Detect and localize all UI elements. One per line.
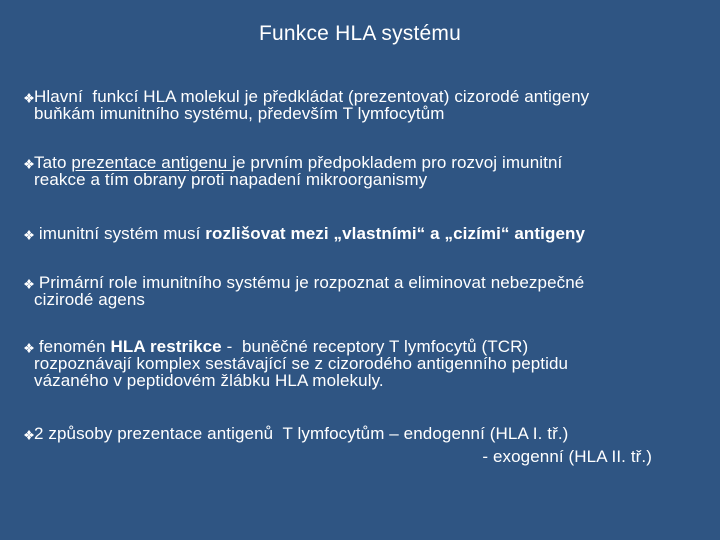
bullet-text-3 bbox=[34, 225, 694, 242]
bullet-text-6 bbox=[34, 425, 694, 465]
diamond-cluster-icon bbox=[24, 159, 34, 169]
bullet-5-line-2: rozpoznávají komplex sestávající se z cizorodého antigenního peptidu bbox=[34, 354, 569, 373]
bullet-5-line-1 bbox=[34, 338, 694, 355]
diamond-cluster-icon bbox=[24, 343, 34, 353]
diamond-cluster-icon bbox=[24, 93, 34, 103]
bullet-2-line-1 bbox=[34, 154, 694, 171]
bullet-5-text-c: - buněčné receptory T lymfocytů (TCR) bbox=[221, 337, 529, 356]
bullet-6-line-1: 2 způsoby prezentace antigenů T lymfocytům – endogenní (HLA I. tř.) bbox=[34, 424, 569, 443]
bullet-text-5 bbox=[34, 338, 694, 389]
bullet-1-line-1: Hlavní funkcí HLA molekul je předkládat (prezentovat) cizorodé antigeny bbox=[34, 87, 590, 106]
bullet-text-1 bbox=[34, 88, 694, 122]
bullet-5-bold: HLA restrikce bbox=[110, 337, 222, 356]
bullet-text-4 bbox=[34, 274, 694, 308]
bullet-2-line-2: reakce a tím obrany proti napadení mikroorganismy bbox=[34, 170, 428, 189]
bullet-2-underlined: prezentace antigenu bbox=[71, 153, 233, 172]
bullet-3-text-a: imunitní systém musí bbox=[34, 224, 206, 243]
bullet-6-line-2: - exogenní (HLA II. tř.) bbox=[482, 447, 652, 466]
diamond-cluster-icon bbox=[24, 430, 34, 440]
bullet-2-text-b: je prvním předpokladem pro rozvoj imunitní bbox=[232, 153, 563, 172]
diamond-cluster-icon bbox=[24, 230, 34, 240]
diamond-cluster-icon bbox=[24, 279, 34, 289]
bullet-5-line-3: vázaného v peptidovém žlábku HLA molekuly. bbox=[34, 371, 384, 390]
slide-title: Funkce HLA systému bbox=[258, 22, 461, 45]
bullet-3-line-1 bbox=[34, 225, 694, 242]
bullet-4-line-1: Primární role imunitního systému je rozpoznat a eliminovat nebezpečné bbox=[34, 273, 585, 292]
bullet-2-text-a: Tato bbox=[34, 153, 72, 172]
bullet-3-bold: rozlišovat mezi „vlastními“ a „cizími“ antigeny bbox=[205, 224, 586, 243]
bullet-5-text-a: fenomén bbox=[34, 337, 111, 356]
bullet-text-2 bbox=[34, 154, 694, 188]
bullet-1-line-2: buňkám imunitního systému, především T lymfocytům bbox=[34, 104, 445, 123]
bullet-4-line-2: cizirodé agens bbox=[34, 290, 146, 309]
